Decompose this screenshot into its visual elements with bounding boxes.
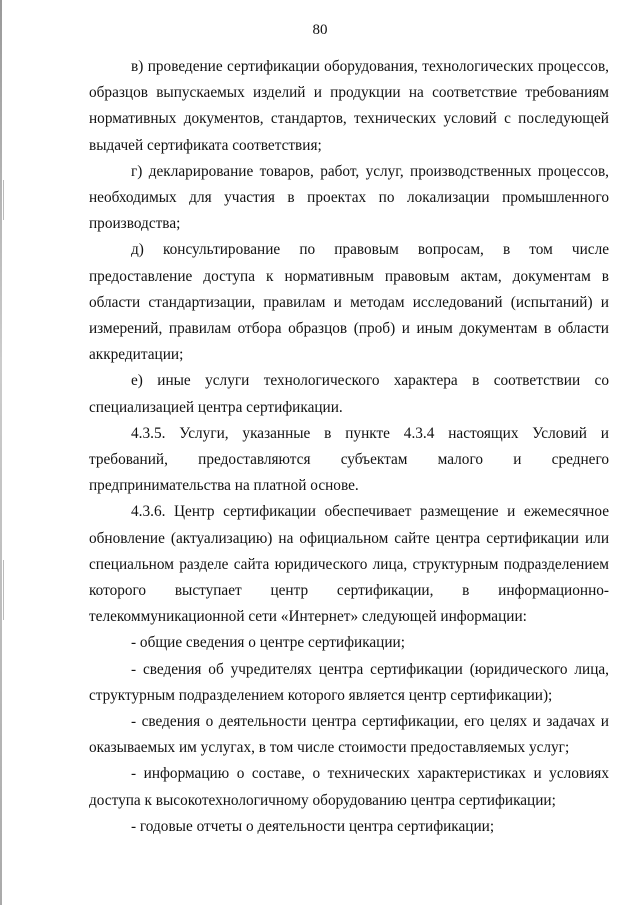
list-item-general-info: - общие сведения о центре сертификации; xyxy=(131,634,405,652)
paragraph-item-v: в) проведение сертификации оборудования, технологических процессов, образцов выпускаемых изделий и продукции на соответствие требованиям нормативных документов, стандартов, технических условий с последующей выдачей сертификата соответствия; xyxy=(89,58,609,154)
paragraph-item-g: г) декларирование товаров, работ, услуг, производственных процессов, необходимых для участия в проектах по локализации промышленного производства; xyxy=(89,162,609,233)
paragraph-item-e: е) иные услуги технологического характера в соответствии со специализацией центра сертификации. xyxy=(89,372,609,416)
list-item-annual-reports: - годовые отчеты о деятельности центра сертификации; xyxy=(131,817,495,835)
list-item-equipment-info: - информацию о составе, о технических характеристиках и условиях доступа к высокотехнологичному оборудованию центра сертификации; xyxy=(89,765,609,809)
document-body xyxy=(89,54,609,840)
list-item-activity-info: - сведения о деятельности центра сертификации, его целях и задачах и оказываемых им услугах, в том числе стоимости предоставляемых услуг; xyxy=(89,713,609,757)
paragraph-clause-4-3-5: 4.3.5. Услуги, указанные в пункте 4.3.4 настоящих Условий и требований, предоставляются субъектам малого и среднего предпринимательства на платной основе. xyxy=(89,424,609,495)
paragraph-clause-4-3-6: 4.3.6. Центр сертификации обеспечивает размещение и ежемесячное обновление (актуализацию) на официальном сайте центра сертификации или специальном разделе сайта юридического лица, структурным подразделением которого выступает центр сертификации, в информационно-телекоммуникационной сети «Интернет» следующей информации: xyxy=(89,503,609,626)
page-number: 80 xyxy=(312,22,328,38)
scan-edge-mark xyxy=(3,560,4,620)
scan-edge-mark xyxy=(3,180,4,220)
paragraph-item-d: д) консультирование по правовым вопросам, в том числе предоставление доступа к нормативным правовым актам, документам в области стандартизации, правилам и методам исследований (испытаний) и измерений, правилам отбора образцов (проб) и иным документам в области аккредитации; xyxy=(89,241,609,364)
scan-edge-shadow xyxy=(0,0,2,905)
list-item-founders-info: - сведения об учредителях центра сертификации (юридического лица, структурным подразделением которого является центр сертификации); xyxy=(89,660,609,704)
